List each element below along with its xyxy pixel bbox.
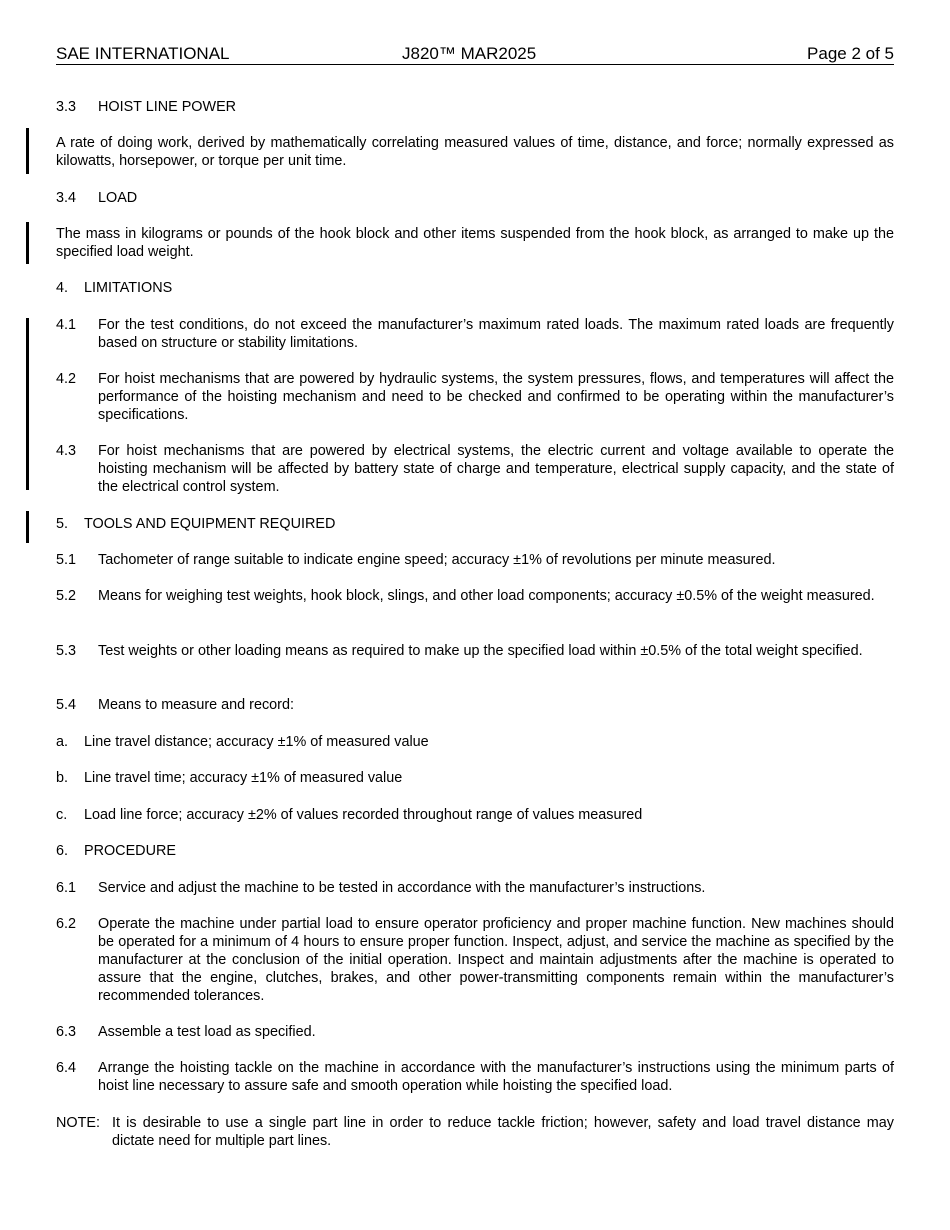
header-page-number: Page 2 of 5 [807,44,894,63]
item-number: 5.2 [56,588,77,604]
item-text: For the test conditions, do not exceed the manufacturer’s maximum rated loads. The maximum rated loads are frequently based on structure or stability limitations. [98,317,894,351]
item-number: 6.4 [56,1060,77,1076]
section-title: TOOLS AND EQUIPMENT REQUIRED [84,516,336,532]
item-letter: b. [56,770,69,786]
change-bar-3-4 [26,222,29,264]
item-5-2 [56,587,894,605]
item-number: 5.1 [56,552,77,568]
item-text: Line travel time; accuracy ±1% of measured value [84,770,403,786]
section-heading-3-3 [56,98,894,116]
item-text: Means to measure and record: [98,697,294,713]
item-5-4 [56,696,894,714]
item-5-4-b [56,769,894,787]
paragraph-3-4: The mass in kilograms or pounds of the hook block and other items suspended from the hook block, as arranged to make up the specified load weight. [56,226,894,260]
item-letter: c. [56,807,68,823]
item-6-4 [56,1059,894,1095]
item-number: 5.3 [56,643,77,659]
item-number: 6.3 [56,1024,77,1040]
note-label: NOTE: [56,1115,100,1131]
item-number: 4.1 [56,317,77,333]
section-heading-3-4 [56,189,894,207]
change-bar-3-3 [26,128,29,174]
section-heading-4 [56,279,894,297]
item-4-3 [56,442,894,496]
item-6-2 [56,915,894,1005]
section-title: HOIST LINE POWER [98,99,237,115]
section-number: 5. [56,516,69,532]
item-number: 6.1 [56,880,77,896]
note [56,1114,894,1150]
item-text: Assemble a test load as specified. [98,1024,316,1040]
item-text: Line travel distance; accuracy ±1% of measured value [84,734,429,750]
section-title: LOAD [98,190,138,206]
item-5-4-a [56,733,894,751]
item-letter: a. [56,734,69,750]
item-number: 6.2 [56,916,77,932]
item-text: Operate the machine under partial load to ensure operator proficiency and proper machine function. New machines should be operated for a minimum of 4 hours to ensure proper function. Inspect, adjust, and service the machine as specified by the manufacturer at the conclusion of the initial operation. Inspect and maintain adjustments after the machine is operated to assure that the engine, clutches, brakes, and other power-transmitting components remain within the manufacturer’s recommended tolerances. [98,916,894,1004]
item-number: 5.4 [56,697,77,713]
item-number: 4.3 [56,443,77,459]
item-text: Tachometer of range suitable to indicate engine speed; accuracy ±1% of revolutions per minute measured. [98,552,776,568]
section-title: LIMITATIONS [84,280,173,296]
item-5-4-c [56,806,894,824]
item-6-3 [56,1023,894,1041]
change-bar-4 [26,318,29,490]
item-text: Means for weighing test weights, hook block, slings, and other load components; accuracy ±0.5% of the weight measured. [98,588,875,604]
section-number: 3.4 [56,190,77,206]
item-5-3 [56,642,894,660]
section-heading-5 [56,515,894,533]
page-header [56,42,894,65]
item-text: For hoist mechanisms that are powered by electrical systems, the electric current and voltage available to operate the hoisting mechanism will be affected by battery state of charge and temperature, electrical supply capacity, and the state of the electrical control system. [98,443,894,495]
item-6-1 [56,879,894,897]
header-doc-id: J820™ MAR2025 [402,44,537,63]
section-number: 4. [56,280,69,296]
paragraph-3-3: A rate of doing work, derived by mathematically correlating measured values of time, distance, and force; normally expressed as kilowatts, horsepower, or torque per unit time. [56,135,894,169]
item-text: Arrange the hoisting tackle on the machine in accordance with the manufacturer’s instructions using the minimum parts of hoist line necessary to assure safe and smooth operation while hoisting the specified load. [98,1060,894,1094]
item-text: Test weights or other loading means as required to make up the specified load within ±0.5% of the total weight specified. [98,643,863,659]
item-number: 4.2 [56,371,77,387]
section-heading-6 [56,842,894,860]
section-title: PROCEDURE [84,843,176,859]
item-text: Service and adjust the machine to be tested in accordance with the manufacturer’s instructions. [98,880,706,896]
item-text: Load line force; accuracy ±2% of values recorded throughout range of values measured [84,807,643,823]
item-5-1 [56,551,894,569]
header-org: SAE INTERNATIONAL [56,44,230,63]
note-text: It is desirable to use a single part line in order to reduce tackle friction; however, safety and load travel distance may dictate need for multiple part lines. [112,1115,894,1149]
section-number: 3.3 [56,99,77,115]
item-4-1 [56,316,894,352]
section-number: 6. [56,843,69,859]
change-bar-5 [26,511,29,543]
item-4-2 [56,370,894,424]
item-text: For hoist mechanisms that are powered by hydraulic systems, the system pressures, flows, and temperatures will affect the performance of the hoisting mechanism and need to be checked and confirmed to be operating within the manufacturer’s specifications. [98,371,894,423]
